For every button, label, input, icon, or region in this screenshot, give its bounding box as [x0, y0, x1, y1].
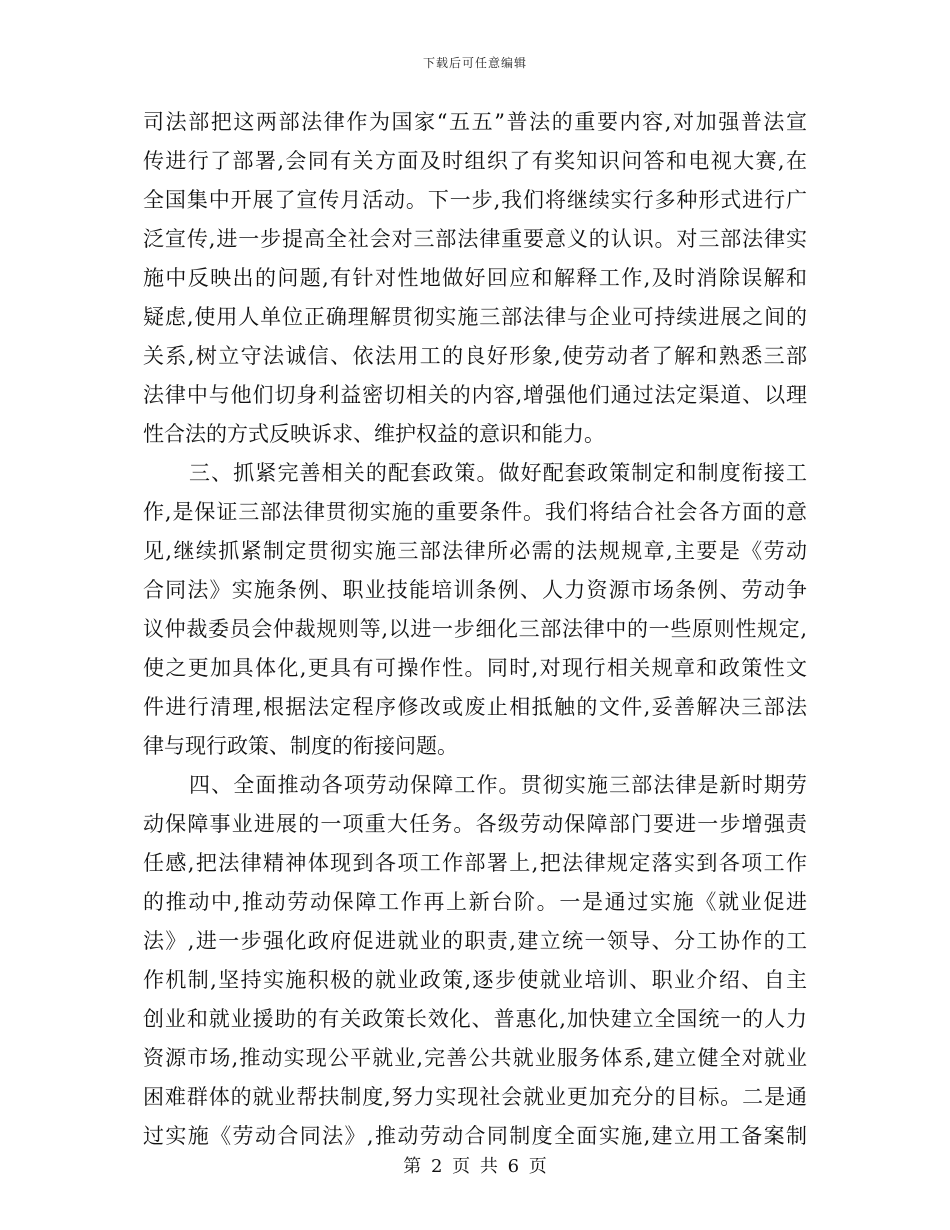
body-text: [143, 103, 807, 1156]
text-line: 过实施《劳动合同法》,推动劳动合同制度全面实施,建立用工备案制: [143, 1124, 807, 1148]
text-line: 法律中与他们切身利益密切相关的内容,增强他们通过法定渠道、以理: [143, 383, 807, 407]
text-line: 四、全面推动各项劳动保障工作。贯彻实施三部法律是新时期劳: [189, 773, 807, 797]
page-header: 下载后可任意编辑: [422, 56, 527, 70]
text-line: 议仲裁委员会仲裁规则等,以进一步细化三部法律中的一些原则性规定,: [143, 617, 807, 641]
text-line: 法》,进一步强化政府促进就业的职责,建立统一领导、分工协作的工: [143, 929, 807, 953]
paragraph: [143, 103, 807, 454]
text-line: 动保障事业进展的一项重大任务。各级劳动保障部门要进一步增强责: [143, 812, 807, 836]
text-line: 司法部把这两部法律作为国家“五五”普法的重要内容,对加强普法宣: [143, 110, 807, 134]
text-line: 的推动中,推动劳动保障工作再上新台阶。一是通过实施《就业促进: [143, 890, 807, 914]
text-line: 见,继续抓紧制定贯彻实施三部法律所必需的法规规章,主要是《劳动: [143, 539, 807, 563]
text-line: 关系,树立守法诚信、依法用工的良好形象,使劳动者了解和熟悉三部: [143, 344, 807, 368]
text-line: 合同法》实施条例、职业技能培训条例、人力资源市场条例、劳动争: [143, 578, 807, 602]
page-number: 第 2 页 共 6 页: [403, 1156, 547, 1177]
text-line: 使之更加具体化,更具有可操作性。同时,对现行相关规章和政策性文: [143, 656, 807, 680]
text-line: 施中反映出的问题,有针对性地做好回应和解释工作,及时消除误解和: [143, 266, 807, 290]
text-line: 资源市场,推动实现公平就业,完善公共就业服务体系,建立健全对就业: [143, 1046, 807, 1070]
paragraph: [143, 454, 807, 766]
text-line: 疑虑,使用人单位正确理解贯彻实施三部法律与企业可持续进展之间的: [143, 305, 807, 329]
text-line: 作,是保证三部法律贯彻实施的重要条件。我们将结合社会各方面的意: [143, 500, 807, 524]
text-line: 作机制,坚持实施积极的就业政策,逐步使就业培训、职业介绍、自主: [143, 968, 807, 992]
text-line: 全国集中开展了宣传月活动。下一步,我们将继续实行多种形式进行广: [143, 188, 807, 212]
text-line: 三、抓紧完善相关的配套政策。做好配套政策制定和制度衔接工: [189, 461, 807, 485]
text-line: 任感,把法律精神体现到各项工作部署上,把法律规定落实到各项工作: [143, 851, 807, 875]
text-line: 律与现行政策、制度的衔接问题。: [143, 734, 458, 758]
text-line: 困难群体的就业帮扶制度,努力实现社会就业更加充分的目标。二是通: [143, 1085, 807, 1109]
text-line: 性合法的方式反映诉求、维护权益的意识和能力。: [143, 422, 605, 446]
text-line: 泛宣传,进一步提高全社会对三部法律重要意义的认识。对三部法律实: [143, 227, 807, 251]
text-line: 件进行清理,根据法定程序修改或废止相抵触的文件,妥善解决三部法: [143, 695, 807, 719]
text-line: 传进行了部署,会同有关方面及时组织了有奖知识问答和电视大赛,在: [143, 149, 807, 173]
paragraph: [143, 766, 807, 1156]
text-line: 创业和就业援助的有关政策长效化、普惠化,加快建立全国统一的人力: [143, 1007, 807, 1031]
